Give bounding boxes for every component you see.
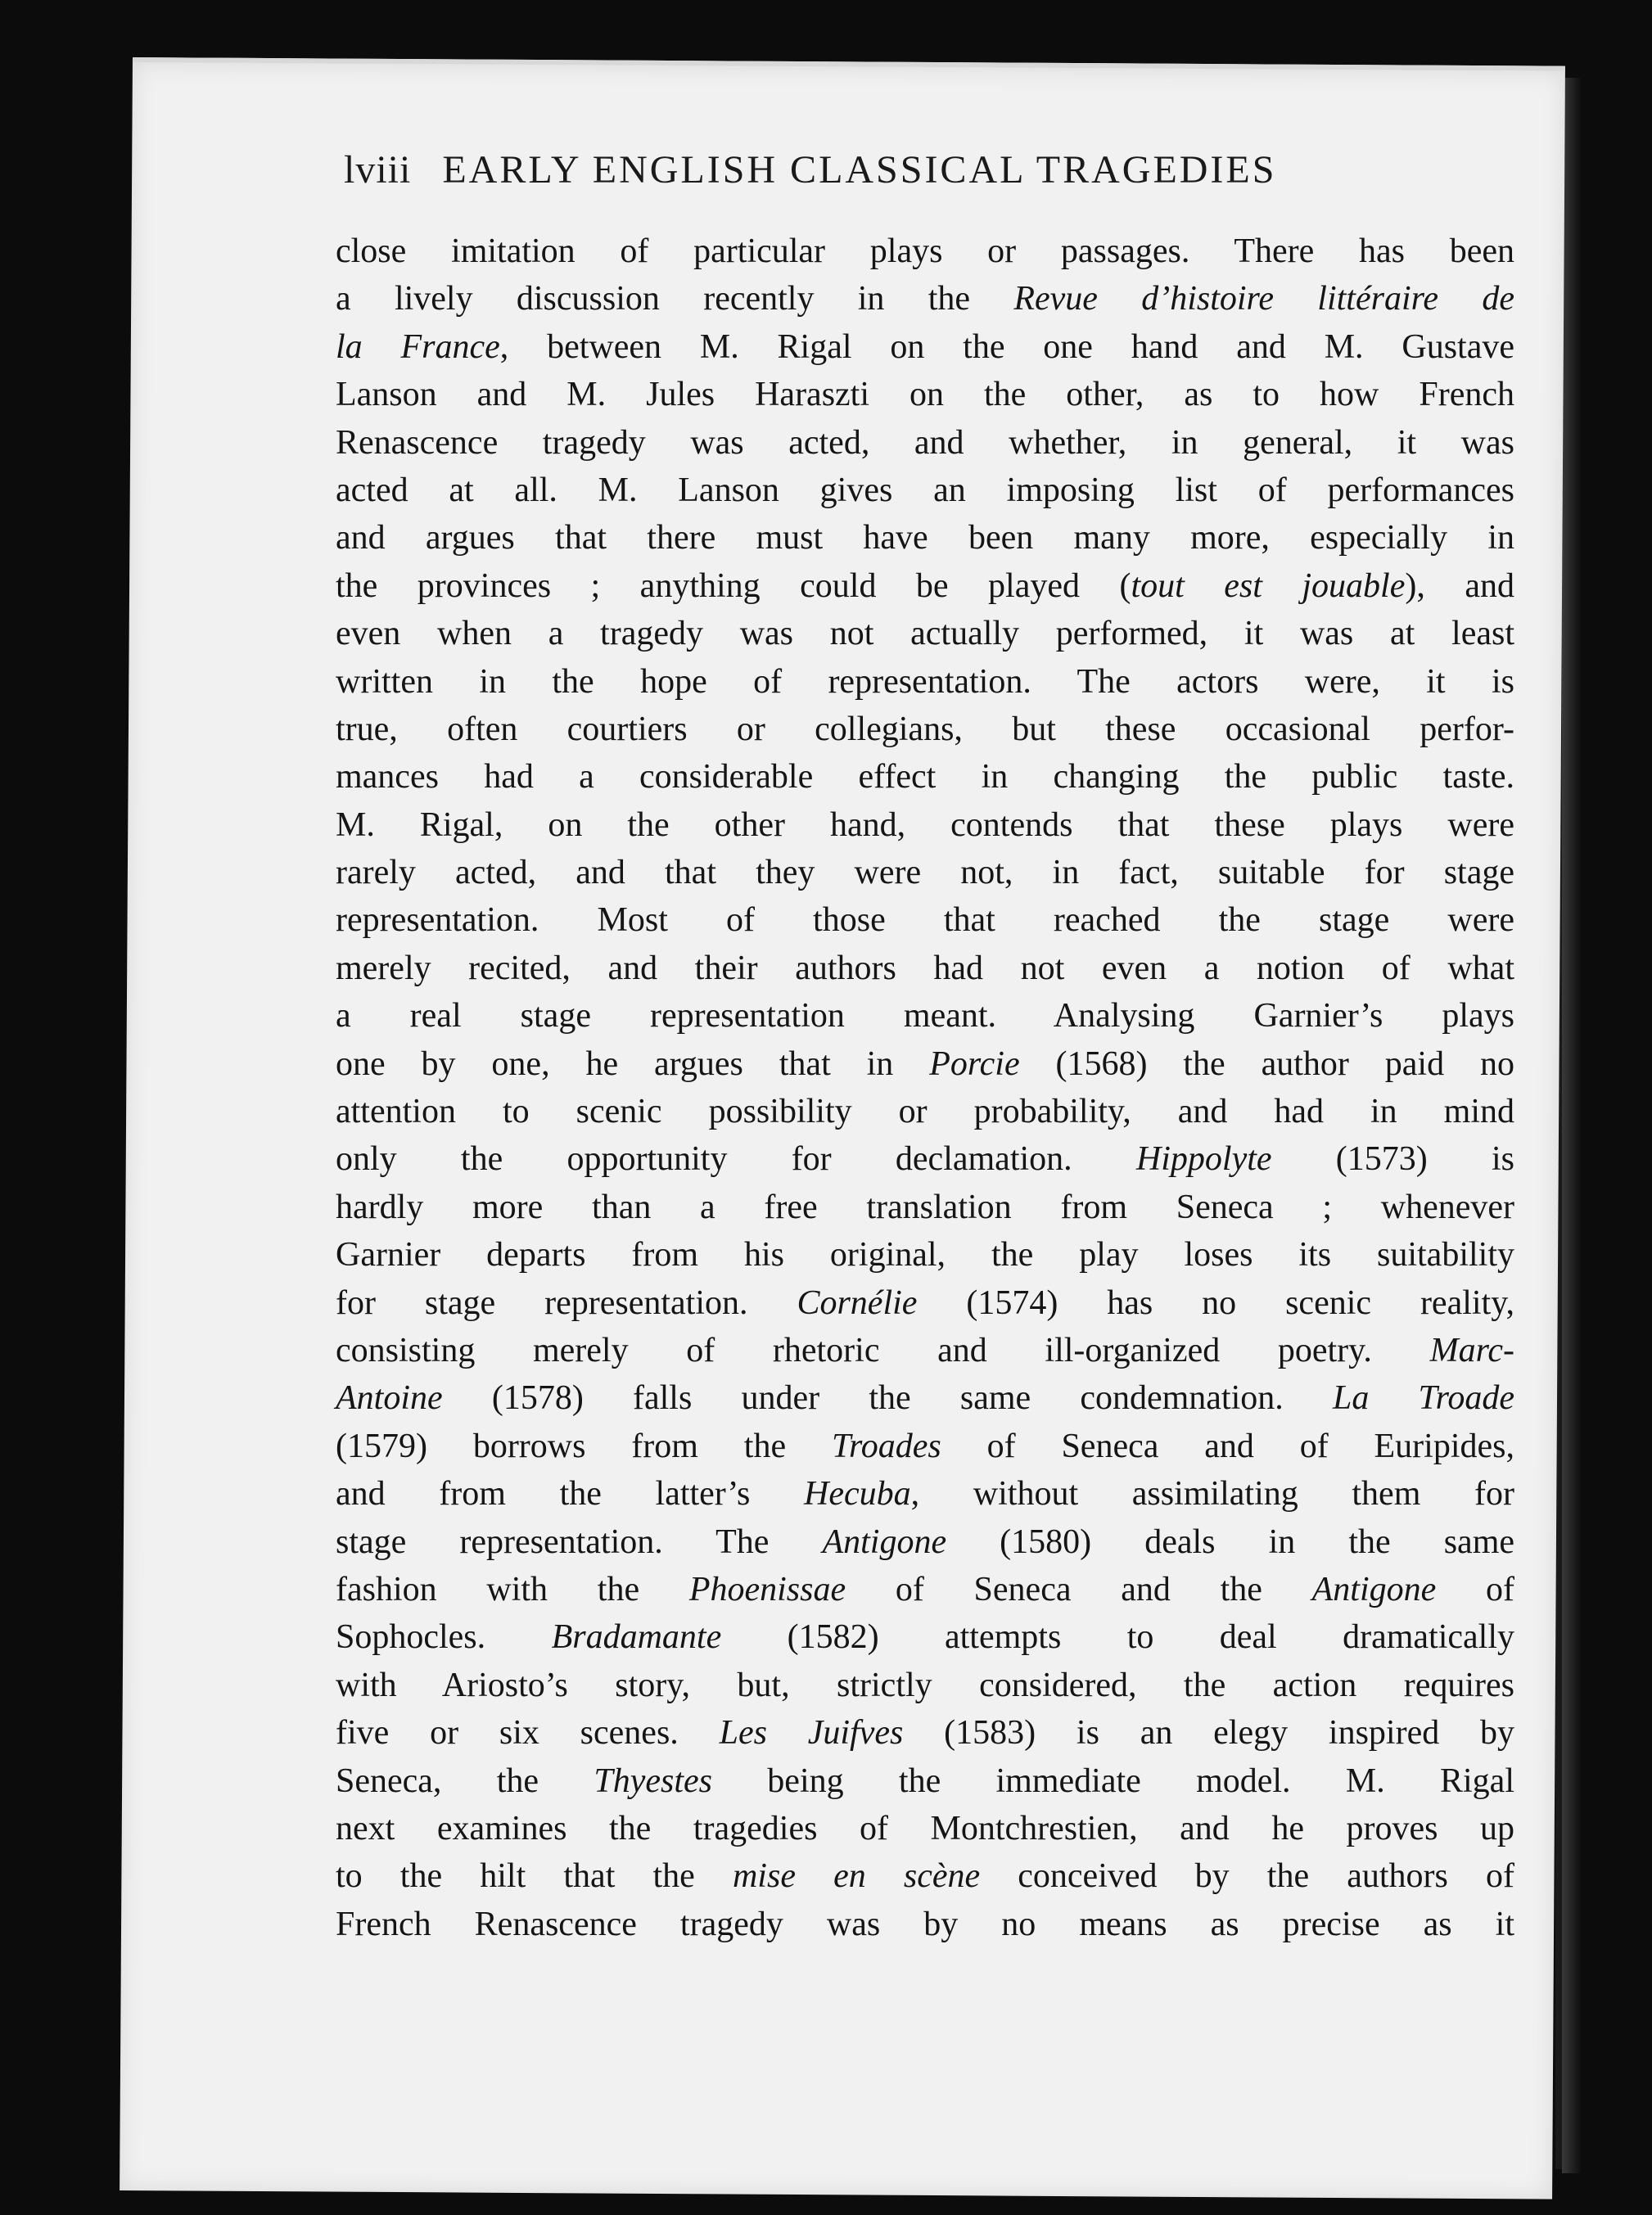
text-run: only the opportunity for declamation.: [336, 1140, 1136, 1179]
text-line: [336, 1088, 1514, 1135]
text-run: with Ariosto’s story, but, strictly considered, the action requires: [336, 1666, 1514, 1704]
text-run: of Seneca and of Euripides,: [941, 1427, 1514, 1465]
text-run: Sophocles.: [336, 1618, 552, 1657]
text-line: [336, 419, 1514, 467]
text-run: being the immediate model. M. Rigal: [712, 1762, 1514, 1800]
text-run: rarely acted, and that they were not, in fact, suitable for stage: [336, 854, 1514, 892]
text-line: [336, 1374, 1514, 1422]
text-line: [336, 706, 1514, 753]
text-line: [336, 371, 1514, 418]
text-line: [336, 1901, 1514, 1948]
text-line: [336, 514, 1514, 562]
text-run: next examines the tragedies of Montchrestien, and he proves up: [336, 1809, 1514, 1847]
text-run: (1568) the author paid no: [1019, 1044, 1515, 1083]
text-line: [336, 323, 1514, 371]
italic-title: Hecuba: [804, 1475, 911, 1514]
text-line: [336, 1279, 1514, 1327]
italic-title: La Troade: [1332, 1379, 1515, 1418]
text-line: [336, 1757, 1514, 1805]
text-line: [336, 1184, 1514, 1231]
text-line: [336, 753, 1514, 801]
italic-title: Troades: [831, 1427, 941, 1465]
text-run: (1573) is: [1271, 1140, 1514, 1179]
text-line: [336, 1040, 1514, 1088]
italic-title: Porcie: [929, 1044, 1020, 1083]
text-run: written in the hope of representation. The actors were, it is: [336, 662, 1514, 701]
text-line: [336, 1231, 1514, 1279]
italic-title: mise en scène: [732, 1857, 981, 1896]
text-run: Garnier departs from his original, the play loses its suitability: [336, 1236, 1514, 1274]
text-run: of Seneca and the: [846, 1570, 1312, 1608]
text-line: [336, 1566, 1514, 1613]
text-run: , without assimilating them for: [910, 1475, 1514, 1514]
page-number: lviii: [344, 148, 412, 192]
text-run: attention to scenic possibility or probability, and had in mind: [336, 1093, 1514, 1131]
italic-title: Cornélie: [797, 1283, 918, 1322]
text-run: and from the latter’s: [336, 1475, 805, 1514]
text-run: to the hilt that the: [336, 1857, 733, 1896]
italic-title: Antigone: [1311, 1570, 1437, 1608]
text-run: stage representation. The: [336, 1523, 823, 1561]
text-run: Seneca, the: [336, 1762, 594, 1800]
text-line: [336, 1613, 1514, 1661]
text-line: [336, 896, 1514, 944]
text-run: one by one, he argues that in: [336, 1044, 930, 1083]
running-title: EARLY ENGLISH CLASSICAL TRAGEDIES: [442, 148, 1277, 192]
text-run: M. Rigal, on the other hand, contends that these plays were: [336, 805, 1514, 844]
text-run: conceived by the authors of: [980, 1857, 1514, 1896]
text-run: a lively discussion recently in the: [336, 280, 1014, 318]
text-run: a real stage representation meant. Analysing Garnier’s plays: [336, 997, 1514, 1035]
text-run: merely recited, and their authors had not even a notion of what: [336, 949, 1514, 987]
text-line: [336, 1470, 1514, 1518]
italic-title: Bradamante: [551, 1618, 722, 1657]
text-run: representation. Most of those that reached the stage were: [336, 901, 1514, 940]
text-line: [336, 1327, 1514, 1374]
text-run: consisting merely of rhetoric and ill-organized poetry.: [336, 1331, 1430, 1369]
text-run: Renascence tragedy was acted, and whether, in general, it was: [336, 423, 1514, 462]
text-line: [336, 801, 1514, 849]
text-run: hardly more than a free translation from Seneca ; whenever: [336, 1188, 1514, 1226]
text-line: [336, 1423, 1514, 1470]
text-run: (1578) falls under the same condemnation.: [442, 1379, 1333, 1418]
text-line: [336, 1805, 1514, 1852]
italic-title: Hippolyte: [1135, 1140, 1272, 1179]
italic-title: Antigone: [822, 1523, 947, 1561]
italic-title: Phoenissae: [688, 1570, 846, 1608]
text-line: [336, 992, 1514, 1040]
text-line: [336, 849, 1514, 896]
text-run: true, often courtiers or collegians, but these occasional perfor-: [336, 710, 1514, 748]
text-line: [336, 1709, 1514, 1757]
text-run: five or six scenes.: [336, 1714, 720, 1753]
text-run: close imitation of particular plays or passages. There has been: [336, 232, 1514, 270]
text-line: [336, 467, 1514, 514]
text-run: the provinces ; anything could be played (: [336, 566, 1131, 605]
italic-title: Revue d’histoire littéraire de: [1013, 280, 1514, 318]
text-line: [336, 1662, 1514, 1709]
italic-title: Thyestes: [594, 1762, 712, 1800]
text-run: Lanson and M. Jules Haraszti on the other, as to how French: [336, 376, 1514, 414]
text-run: French Renascence tragedy was by no means as precise as it: [336, 1905, 1514, 1943]
text-run: mances had a considerable effect in changing the public taste.: [336, 758, 1514, 796]
text-line: [336, 945, 1514, 992]
italic-title: la France: [336, 327, 500, 366]
text-line: [336, 228, 1514, 275]
text-run: , between M. Rigal on the one hand and M. Gustave: [499, 327, 1514, 366]
text-run: and argues that there must have been many more, especially in: [336, 519, 1514, 557]
text-line: [336, 562, 1514, 610]
text-run: (1580) deals in the same: [946, 1523, 1515, 1561]
text-run: (1583) is an elegy inspired by: [903, 1714, 1514, 1753]
italic-title: Marc-: [1429, 1331, 1514, 1369]
italic-title: tout est jouable: [1131, 566, 1406, 605]
text-run: (1579) borrows from the: [336, 1427, 832, 1465]
page-shadow-edge: [1562, 78, 1595, 2173]
text-run: of: [1436, 1570, 1514, 1608]
text-run: acted at all. M. Lanson gives an imposing list of performances: [336, 471, 1514, 509]
text-run: (1574) has no scenic reality,: [917, 1283, 1514, 1322]
text-line: [336, 1852, 1514, 1900]
text-run: (1582) attempts to deal dramatically: [721, 1618, 1515, 1657]
text-run: fashion with the: [336, 1570, 689, 1608]
text-line: [336, 1518, 1514, 1566]
text-line: [336, 658, 1514, 706]
italic-title: Les Juifves: [719, 1714, 904, 1753]
text-line: [336, 610, 1514, 657]
body-text: [336, 228, 1514, 1948]
text-run: ), and: [1405, 566, 1514, 605]
text-run: even when a tragedy was not actually performed, it was at least: [336, 615, 1514, 653]
text-line: [336, 275, 1514, 323]
text-line: [336, 1135, 1514, 1183]
text-run: for stage representation.: [336, 1283, 797, 1322]
italic-title: Antoine: [336, 1379, 443, 1418]
running-header: [344, 147, 1449, 192]
